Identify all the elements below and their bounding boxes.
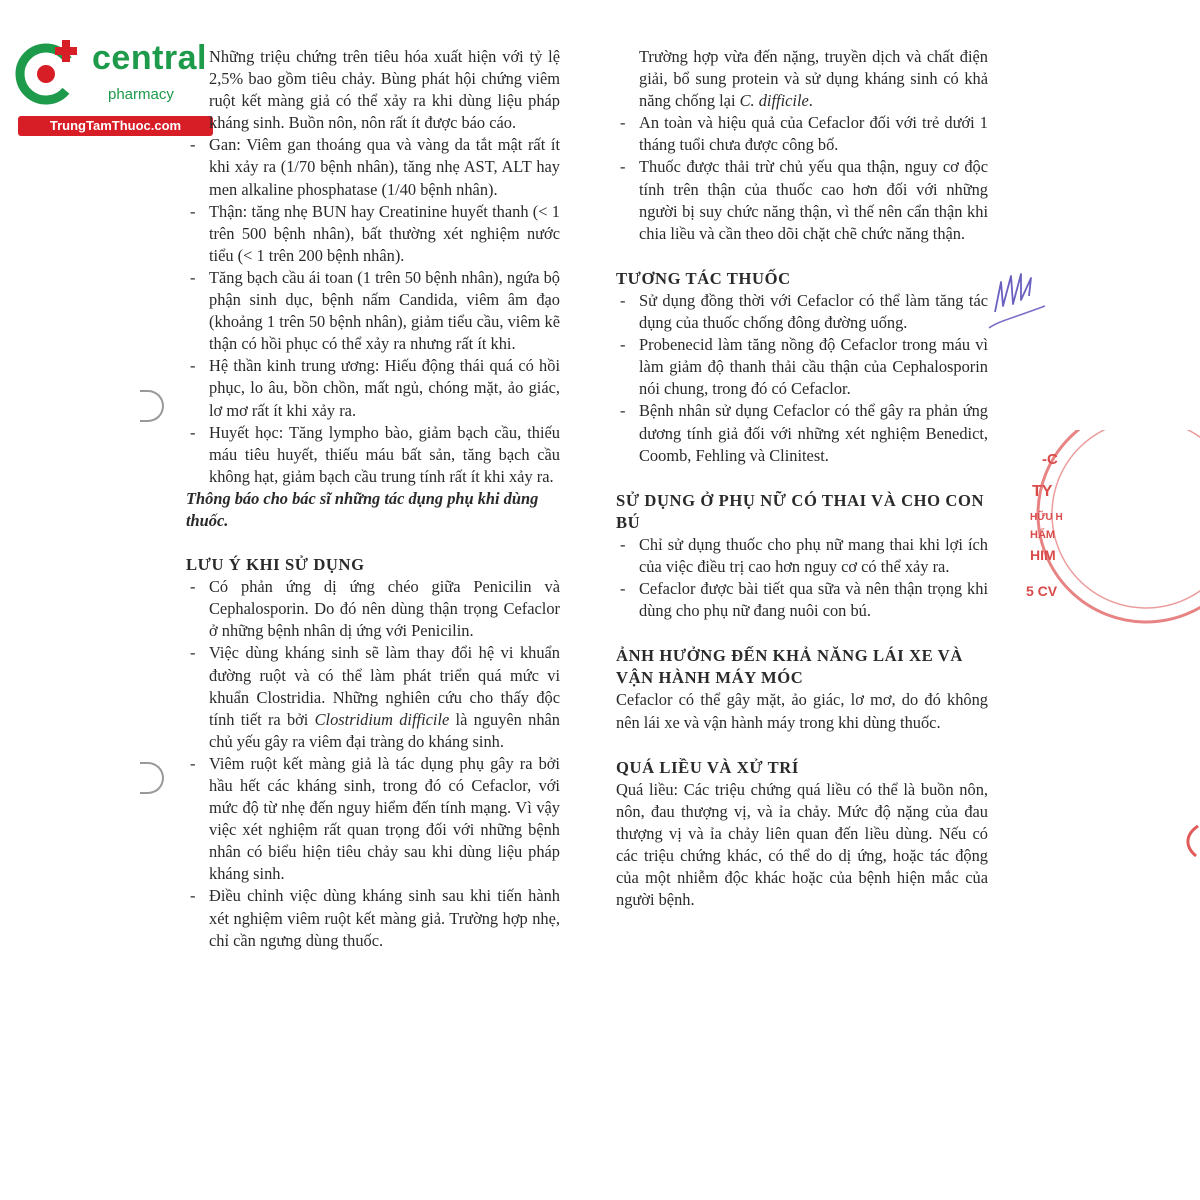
precaution-clostridia	[186, 642, 560, 752]
side-effect-eosinophilia: - Tăng bạch cầu ái toan (1 trên 50 bệnh nhân), ngứa bộ phận sinh dục, bệnh nấm Candida, viêm âm đạo (khoảng 1 trên 50 bệnh nhân), giảm tiểu cầu, viêm kẽ thận có hồi phục có thể xảy ra nhưng rất ít khi.	[186, 267, 560, 355]
safety-renal: - Thuốc được thải trừ chủ yếu qua thận, nguy cơ độc tính trên thận của thuốc cao hơn đối với những người bị suy chức năng thận, vì thế nên cẩn thận khi chia liều và cần theo dõi chặt chẽ chức năng thận.	[616, 156, 988, 244]
overdose-paragraph: Quá liều: Các triệu chứng quá liều có thể là buồn nôn, nôn, đau thượng vị, và ỉa chảy. Mức độ nặng của đau thượng vị và ỉa chảy liên quan đến liều dùng. Nếu có các triệu chứng khác, có thể do dị ứng, hoặc tác động của một nhiễm độc khác hoặc của bệnh hiện mắc của người bệnh.	[616, 779, 988, 910]
safety-infants: - An toàn và hiệu quả của Cefaclor đối với trẻ dưới 1 tháng tuổi chưa được công bố.	[616, 112, 988, 156]
company-stamp-fragment	[1018, 430, 1200, 630]
pharmacy-logo-icon	[12, 36, 84, 108]
stamp-text-5: HIM	[1030, 547, 1056, 563]
side-effect-liver: - Gan: Viêm gan thoáng qua và vàng da tắt mật rất ít khi xảy ra (1/70 bệnh nhân), tăng nhẹ AST, ALT hay men alkaline phosphatase (1/40 bệnh nhân).	[186, 134, 560, 200]
logo-brand-name: central	[92, 39, 207, 77]
central-pharmacy-logo[interactable]	[10, 36, 215, 136]
breastfeeding-item: - Cefaclor được bài tiết qua sữa và nên thận trọng khi dùng cho phụ nữ đang nuôi con bú.	[616, 578, 988, 622]
stamp-text-4: HẨM	[1030, 529, 1056, 541]
interaction-lab-tests: - Bệnh nhân sử dụng Cefaclor có thể gây ra phản ứng dương tính giả đối với những xét nghiệm Benedict, Coomb, Fehling và Clinitest.	[616, 400, 988, 466]
severe-case-text-c: .	[808, 91, 813, 111]
right-column	[616, 46, 988, 911]
logo-subtitle: pharmacy	[108, 86, 174, 103]
overdose-heading: QUÁ LIỀU VÀ XỬ TRÍ	[616, 757, 799, 777]
gi-side-effects-paragraph: Những triệu chứng trên tiêu hóa xuất hiện với tỷ lệ 2,5% bao gồm tiêu chảy. Bùng phát hội chứng viêm ruột kết màng giả có thể xảy ra khi dùng liệu pháp kháng sinh. Buồn nôn, nôn rất ít được báo cáo.	[209, 47, 560, 133]
severe-case-paragraph	[616, 46, 988, 112]
safety-list	[616, 112, 988, 245]
interaction-probenecid: - Probenecid làm tăng nồng độ Cefaclor trong máu vì làm giảm độ thanh thải cầu thận của Cephalosporin nói chung, trong đó có Cefaclor.	[616, 334, 988, 400]
interactions-list	[616, 290, 988, 467]
stamp-text-6: 5 CV	[1026, 583, 1058, 599]
side-effect-kidney: - Thận: tăng nhẹ BUN hay Creatinine huyết thanh (< 1 trên 500 bệnh nhân), bất thường xét nghiệm nước tiểu (< 1 trên 200 bệnh nhân).	[186, 201, 560, 267]
pregnancy-heading: SỬ DỤNG Ở PHỤ NỮ CÓ THAI VÀ CHO CON BÚ	[616, 490, 985, 532]
side-effect-hematology: - Huyết học: Tăng lympho bào, giảm bạch cầu, thiếu máu tiêu huyết, thiếu máu bất sản, tăng bạch cầu không hạt, giảm bạch cầu trung tính rất ít khi xảy ra.	[186, 422, 560, 488]
logo-website[interactable]: TrungTamThuoc.com	[18, 116, 213, 136]
precaution-colitis: - Viêm ruột kết màng giả là tác dụng phụ gây ra bởi hầu hết các kháng sinh, trong đó có Cefaclor, với mức độ từ nhẹ đến nguy hiểm đến tính mạng. Vì vậy việc xét nghiệm rất quan trọng đối với những bệnh nhân có biểu hiện tiêu chảy sau khi dùng liệu pháp kháng sinh.	[186, 753, 560, 886]
precautions-heading: LƯU Ý KHI SỬ DỤNG	[186, 555, 365, 575]
driving-heading: ẢNH HƯỞNG ĐẾN KHẢ NĂNG LÁI XE VÀ VẬN HÀNH MÁY MÓC	[616, 646, 963, 688]
left-column	[186, 46, 560, 952]
stamp-text-1: -C	[1042, 451, 1058, 468]
c-difficile-term: C. difficile	[739, 91, 809, 111]
interaction-anticoagulant: - Sử dụng đồng thời với Cefaclor có thể làm tăng tác dụng của thuốc chống đông đường uống.	[616, 290, 988, 334]
driving-paragraph: Cefaclor có thể gây mặt, ảo giác, lơ mơ, do đó không nên lái xe và vận hành máy trong khi dùng thuốc.	[616, 690, 988, 732]
precautions-list	[186, 576, 560, 952]
pregnancy-list	[616, 534, 988, 622]
side-effects-list	[186, 134, 560, 488]
signature-mark	[985, 262, 1055, 334]
doctor-notice: Thông báo cho bác sĩ những tác dụng phụ khi dùng thuốc.	[186, 488, 539, 530]
precaution-clostridia-text-c: là nguyên nhân chủ yếu gây ra viêm đại tràng do kháng sinh.	[209, 709, 560, 751]
precaution-adjust: - Điều chỉnh việc dùng kháng sinh sau khi tiến hành xét nghiệm viêm ruột kết màng giả. Trường hợp nhẹ, chỉ cần ngưng dùng thuốc.	[186, 885, 560, 951]
severe-case-text-a: Trường hợp vừa đến nặng, truyền dịch và chất điện giải, bổ sung protein và sử dụng kháng sinh có khả năng chống lại	[639, 47, 988, 111]
clostridium-difficile-term: Clostridium difficile	[314, 709, 450, 729]
stamp-edge-mark	[1180, 824, 1200, 858]
pregnancy-item: - Chỉ sử dụng thuốc cho phụ nữ mang thai khi lợi ích của việc điều trị cao hơn nguy cơ có thể xảy ra.	[616, 534, 988, 578]
stamp-text-3: HỮU H	[1030, 512, 1063, 523]
precaution-clostridia-text-a: Việc dùng kháng sinh sẽ làm thay đổi hệ vi khuẩn đường ruột và có thể làm phát triển quá mức vi khuẩn Clostridia. Những nghiên cứu cho thấy độc tính tiết ra bởi	[209, 643, 560, 729]
stamp-text-2: TY	[1032, 483, 1053, 500]
punch-hole-bottom	[140, 762, 164, 794]
precaution-allergy: - Có phản ứng dị ứng chéo giữa Penicilin và Cephalosporin. Do đó nên dùng thận trọng Cefaclor ở những bệnh nhân dị ứng với Penicilin.	[186, 576, 560, 642]
interactions-heading: TƯƠNG TÁC THUỐC	[616, 268, 791, 288]
side-effect-cns: - Hệ thần kinh trung ương: Hiếu động thái quá có hồi phục, lo âu, bồn chồn, mất ngủ, chóng mặt, ảo giác, lơ mơ rất ít khi xảy ra.	[186, 355, 560, 421]
punch-hole-top	[140, 390, 164, 422]
